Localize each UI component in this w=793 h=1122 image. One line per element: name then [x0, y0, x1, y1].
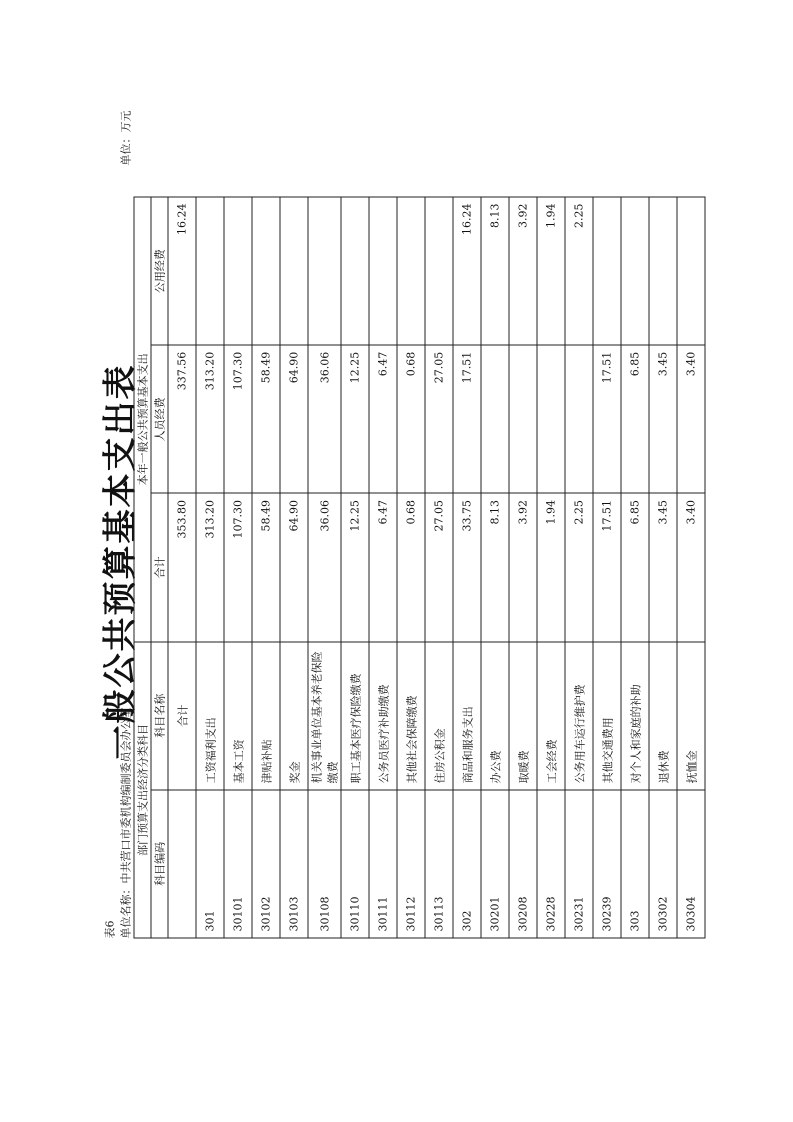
table-row [308, 197, 341, 938]
budget-expenditure-table [133, 196, 705, 938]
table-row [252, 197, 280, 938]
header-economic-classification: 部门预算支出经济分类科目 [134, 641, 151, 937]
row-code: 301 [196, 789, 224, 937]
row-name: 工会经费 [537, 641, 565, 789]
row-personnel: 64.90 [280, 345, 308, 493]
row-public [280, 197, 308, 345]
table-row [593, 197, 621, 938]
table-row [196, 197, 224, 938]
row-public [224, 197, 252, 345]
row-public [196, 197, 224, 345]
table-row [397, 197, 425, 938]
row-public: 3.92 [509, 197, 537, 345]
table-row [509, 197, 537, 938]
row-total: 0.68 [397, 493, 425, 641]
row-personnel: 6.47 [369, 345, 397, 493]
row-personnel: 107.30 [224, 345, 252, 493]
table-row [537, 197, 565, 938]
row-personnel: 17.51 [593, 345, 621, 493]
row-code: 30102 [252, 789, 280, 937]
total-row-label: 合计 [168, 641, 196, 789]
header-name: 科目名称 [151, 641, 168, 789]
header-public: 公用经费 [151, 197, 168, 345]
row-personnel: 17.51 [453, 345, 481, 493]
table-row [565, 197, 593, 938]
total-row-code [168, 789, 196, 937]
row-public [341, 197, 369, 345]
row-name: 其他社会保障缴费 [397, 641, 425, 789]
row-name: 基本工资 [224, 641, 252, 789]
currency-unit-label: 单位：万元 [119, 110, 132, 165]
total-row-total: 353.80 [168, 493, 196, 641]
row-name: 取暖费 [509, 641, 537, 789]
table-row [369, 197, 397, 938]
row-personnel: 3.40 [677, 345, 705, 493]
table-row [481, 197, 509, 938]
row-public: 2.25 [565, 197, 593, 345]
row-personnel: 3.45 [649, 345, 677, 493]
table-row [341, 197, 369, 938]
row-total: 313.20 [196, 493, 224, 641]
row-public [369, 197, 397, 345]
total-row-public: 16.24 [168, 197, 196, 345]
row-name: 住房公积金 [425, 641, 453, 789]
row-public: 1.94 [537, 197, 565, 345]
row-code: 30201 [481, 789, 509, 937]
total-row [168, 197, 196, 938]
row-code: 30108 [308, 789, 341, 937]
table-row [649, 197, 677, 938]
row-code: 30239 [593, 789, 621, 937]
row-code: 302 [453, 789, 481, 937]
row-code: 30113 [425, 789, 453, 937]
row-total: 17.51 [593, 493, 621, 641]
row-total: 1.94 [537, 493, 565, 641]
table-row [224, 197, 252, 938]
row-code: 30110 [341, 789, 369, 937]
row-total: 3.92 [509, 493, 537, 641]
row-public: 16.24 [453, 197, 481, 345]
row-total: 2.25 [565, 493, 593, 641]
page-title: 一般公共预算基本支出表 [100, 363, 140, 759]
table-row [621, 197, 649, 938]
row-public: 8.13 [481, 197, 509, 345]
row-code: 30111 [369, 789, 397, 937]
total-row-personnel: 337.56 [168, 345, 196, 493]
row-personnel: 12.25 [341, 345, 369, 493]
row-code: 303 [621, 789, 649, 937]
row-total: 58.49 [252, 493, 280, 641]
row-total: 3.45 [649, 493, 677, 641]
unit-name-label: 单位名称：中共营口市委机构编制委员会办公室 [119, 707, 132, 938]
row-public [593, 197, 621, 345]
table-row [677, 197, 705, 938]
row-total: 33.75 [453, 493, 481, 641]
row-public [677, 197, 705, 345]
row-public [397, 197, 425, 345]
row-total: 6.47 [369, 493, 397, 641]
header-basic-expenditure: 本年一般公共预算基本支出 [134, 197, 151, 642]
row-name: 工资福利支出 [196, 641, 224, 789]
row-code: 30103 [280, 789, 308, 937]
header-total: 合计 [151, 493, 168, 641]
row-personnel [481, 345, 509, 493]
row-personnel: 0.68 [397, 345, 425, 493]
table-body [168, 197, 705, 938]
table-row [280, 197, 308, 938]
row-personnel [565, 345, 593, 493]
row-personnel: 313.20 [196, 345, 224, 493]
row-name: 对个人和家庭的补助 [621, 641, 649, 789]
row-public [621, 197, 649, 345]
row-name: 商品和服务支出 [453, 641, 481, 789]
row-total: 64.90 [280, 493, 308, 641]
row-code: 30304 [677, 789, 705, 937]
row-personnel: 27.05 [425, 345, 453, 493]
row-personnel: 6.85 [621, 345, 649, 493]
row-code: 30231 [565, 789, 593, 937]
row-code: 30112 [397, 789, 425, 937]
row-name: 退休费 [649, 641, 677, 789]
row-total: 8.13 [481, 493, 509, 641]
row-public [308, 197, 341, 345]
row-name: 津贴补贴 [252, 641, 280, 789]
row-name: 职工基本医疗保险缴费 [341, 641, 369, 789]
row-code: 30302 [649, 789, 677, 937]
row-total: 27.05 [425, 493, 453, 641]
row-name: 公务员医疗补助缴费 [369, 641, 397, 789]
row-personnel [537, 345, 565, 493]
row-name: 公务用车运行维护费 [565, 641, 593, 789]
row-code: 30101 [224, 789, 252, 937]
table-number-label: 表6 [103, 920, 116, 938]
row-name: 机关事业单位基本养老保险缴费 [308, 641, 341, 789]
row-total: 36.06 [308, 493, 341, 641]
header-code: 科目编码 [151, 789, 168, 937]
row-personnel [509, 345, 537, 493]
row-name: 抚恤金 [677, 641, 705, 789]
row-public [425, 197, 453, 345]
row-personnel: 58.49 [252, 345, 280, 493]
row-code: 30228 [537, 789, 565, 937]
row-total: 6.85 [621, 493, 649, 641]
row-total: 12.25 [341, 493, 369, 641]
row-name: 办公费 [481, 641, 509, 789]
row-personnel: 36.06 [308, 345, 341, 493]
row-name: 其他交通费用 [593, 641, 621, 789]
table-row [425, 197, 453, 938]
table-row [453, 197, 481, 938]
row-code: 30208 [509, 789, 537, 937]
row-name: 奖金 [280, 641, 308, 789]
header-personnel: 人员经费 [151, 345, 168, 493]
row-public [649, 197, 677, 345]
row-public [252, 197, 280, 345]
row-total: 107.30 [224, 493, 252, 641]
row-total: 3.40 [677, 493, 705, 641]
